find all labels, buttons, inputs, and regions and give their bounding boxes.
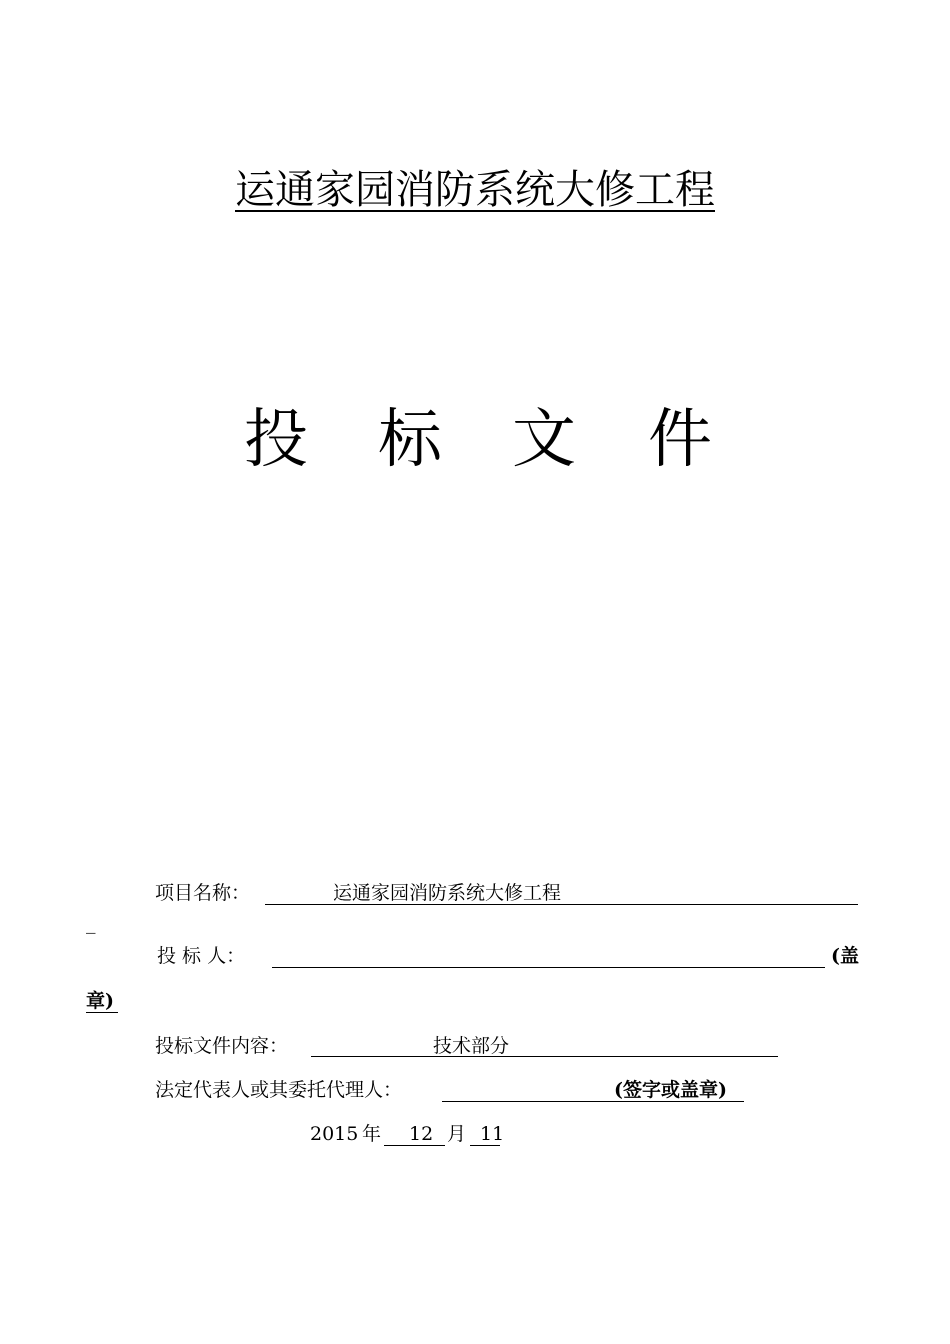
document-title bbox=[0, 162, 950, 218]
representative-label: 法定代表人或其委托代理人： bbox=[155, 1079, 403, 1101]
big-char-1: 投 bbox=[244, 403, 308, 477]
big-char-4: 件 bbox=[648, 403, 712, 477]
date-month: 12 bbox=[409, 1123, 434, 1145]
bidder-seal-suffix: (盖 bbox=[831, 945, 859, 967]
representative-suffix: (签字或盖章) bbox=[614, 1079, 727, 1101]
project-name-wrap: _ bbox=[86, 912, 96, 934]
document-title-text: 运通家园消防系统大修工程 bbox=[235, 167, 715, 213]
bidder-underline bbox=[272, 967, 825, 968]
date-day: 11 bbox=[480, 1123, 505, 1145]
date-year: 2015 bbox=[310, 1123, 359, 1145]
bidder-label: 投 标 人： bbox=[157, 945, 246, 967]
big-char-3: 文 bbox=[512, 403, 576, 477]
big-char-2: 标 bbox=[378, 403, 442, 477]
bidder-seal-wrap: 章) bbox=[86, 990, 114, 1012]
project-name-label: 项目名称： bbox=[155, 882, 251, 904]
content-value: 技术部分 bbox=[433, 1035, 510, 1057]
project-name-value: 运通家园消防系统大修工程 bbox=[333, 882, 562, 904]
bidder-wrap-underline bbox=[86, 1012, 118, 1013]
date-year-unit: 年 bbox=[362, 1123, 382, 1145]
content-label: 投标文件内容： bbox=[155, 1035, 289, 1057]
content-underline bbox=[311, 1056, 778, 1057]
date-month-unit: 月 bbox=[447, 1123, 467, 1145]
